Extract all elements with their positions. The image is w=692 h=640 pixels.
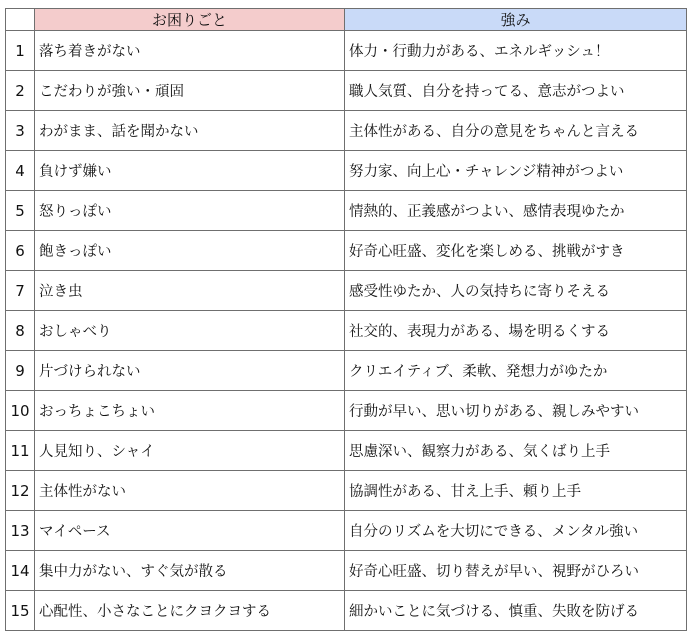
table-row	[6, 71, 687, 111]
strength-cell: 好奇心旺盛、変化を楽しめる、挑戦がすき	[345, 231, 687, 271]
row-number-cell: 12	[6, 471, 35, 511]
row-number-cell: 10	[6, 391, 35, 431]
table-header	[6, 9, 687, 31]
strength-cell: 細かいことに気づける、慎重、失敗を防げる	[345, 591, 687, 631]
row-number-cell: 13	[6, 511, 35, 551]
header-row	[6, 9, 687, 31]
problem-cell: 落ち着きがない	[35, 31, 345, 71]
strengths-table-sheet	[5, 8, 686, 631]
strength-cell: 主体性がある、自分の意見をちゃんと言える	[345, 111, 687, 151]
table-row	[6, 31, 687, 71]
row-number-cell: 5	[6, 191, 35, 231]
strength-cell: 情熱的、正義感がつよい、感情表現ゆたか	[345, 191, 687, 231]
table-row	[6, 271, 687, 311]
strength-cell: クリエイティブ、柔軟、発想力がゆたか	[345, 351, 687, 391]
strength-cell: 職人気質、自分を持ってる、意志がつよい	[345, 71, 687, 111]
row-number-cell: 4	[6, 151, 35, 191]
row-number-cell: 14	[6, 551, 35, 591]
problem-cell: 心配性、小さなことにクヨクヨする	[35, 591, 345, 631]
problem-cell: 主体性がない	[35, 471, 345, 511]
row-number-cell: 7	[6, 271, 35, 311]
table-row	[6, 391, 687, 431]
problem-cell: 片づけられない	[35, 351, 345, 391]
strength-cell: 感受性ゆたか、人の気持ちに寄りそえる	[345, 271, 687, 311]
row-number-cell: 8	[6, 311, 35, 351]
table-row	[6, 191, 687, 231]
table-row	[6, 471, 687, 511]
row-number-cell: 15	[6, 591, 35, 631]
strength-cell: 協調性がある、甘え上手、頼り上手	[345, 471, 687, 511]
row-number-cell: 11	[6, 431, 35, 471]
problem-cell: 集中力がない、すぐ気が散る	[35, 551, 345, 591]
header-problem-cell: お困りごと	[35, 9, 345, 31]
row-number-cell: 9	[6, 351, 35, 391]
header-strength-cell: 強み	[345, 9, 687, 31]
strength-cell: 社交的、表現力がある、場を明るくする	[345, 311, 687, 351]
strength-cell: 自分のリズムを大切にできる、メンタル強い	[345, 511, 687, 551]
table-row	[6, 511, 687, 551]
table-body	[6, 31, 687, 631]
strength-cell: 好奇心旺盛、切り替えが早い、視野がひろい	[345, 551, 687, 591]
table-row	[6, 111, 687, 151]
table-row	[6, 591, 687, 631]
row-number-cell: 2	[6, 71, 35, 111]
row-number-cell: 6	[6, 231, 35, 271]
problem-cell: おしゃべり	[35, 311, 345, 351]
problem-cell: おっちょこちょい	[35, 391, 345, 431]
problem-cell: 負けず嫌い	[35, 151, 345, 191]
header-number-cell	[6, 9, 35, 31]
strength-cell: 行動が早い、思い切りがある、親しみやすい	[345, 391, 687, 431]
strength-cell: 努力家、向上心・チャレンジ精神がつよい	[345, 151, 687, 191]
row-number-cell: 3	[6, 111, 35, 151]
strength-cell: 体力・行動力がある、エネルギッシュ！	[345, 31, 687, 71]
problem-cell: 飽きっぽい	[35, 231, 345, 271]
table-row	[6, 151, 687, 191]
problem-cell: わがまま、話を聞かない	[35, 111, 345, 151]
strengths-table	[5, 8, 687, 631]
table-row	[6, 431, 687, 471]
strength-cell: 思慮深い、観察力がある、気くばり上手	[345, 431, 687, 471]
table-row	[6, 231, 687, 271]
table-row	[6, 311, 687, 351]
problem-cell: マイペース	[35, 511, 345, 551]
table-row	[6, 351, 687, 391]
problem-cell: 怒りっぽい	[35, 191, 345, 231]
table-row	[6, 551, 687, 591]
problem-cell: 泣き虫	[35, 271, 345, 311]
problem-cell: 人見知り、シャイ	[35, 431, 345, 471]
row-number-cell: 1	[6, 31, 35, 71]
problem-cell: こだわりが強い・頑固	[35, 71, 345, 111]
